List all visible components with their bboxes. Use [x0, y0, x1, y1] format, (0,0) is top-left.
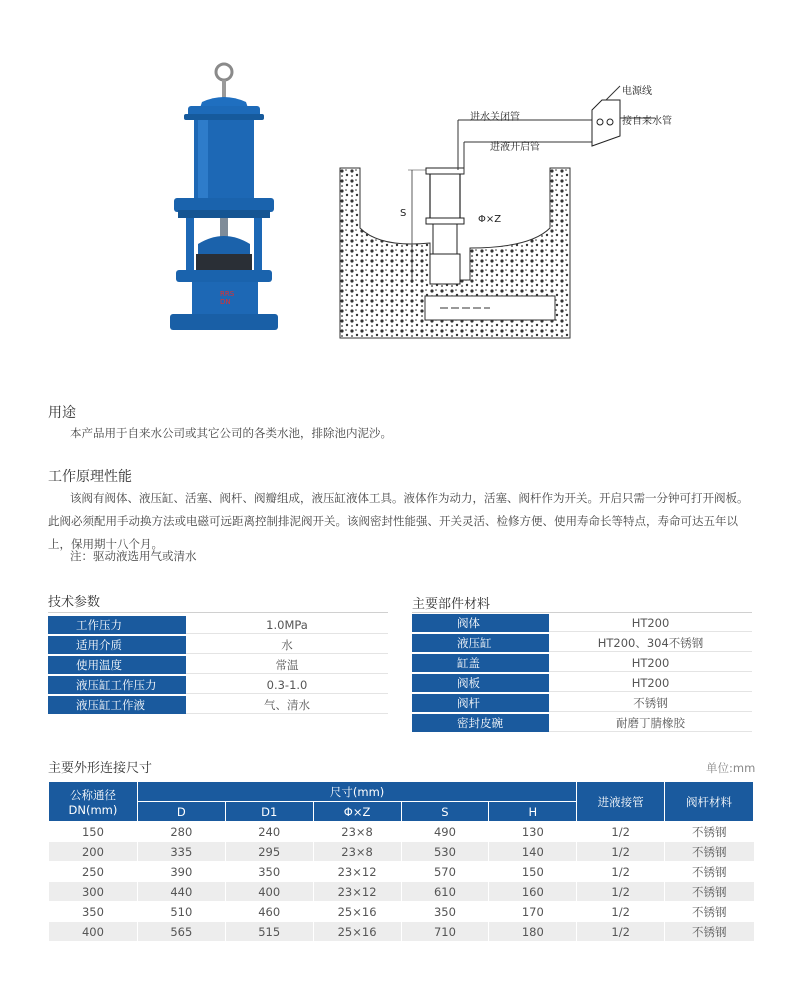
table-cell: 170	[489, 902, 577, 922]
spec-value: HT200	[549, 674, 752, 692]
table-row	[49, 902, 754, 922]
principle-title: 工作原理性能	[48, 469, 132, 485]
spec-key: 适用介质	[48, 636, 186, 654]
table-cell: 23×8	[313, 842, 401, 862]
table-cell: 295	[225, 842, 313, 862]
spec-key: 液压缸工作液	[48, 696, 186, 714]
table-row	[49, 862, 754, 882]
materials-title: 主要部件材料	[412, 597, 491, 612]
divider	[48, 612, 388, 613]
spec-value: HT200	[549, 614, 752, 632]
spec-value: 气、清水	[186, 696, 388, 714]
table-cell: 390	[137, 862, 225, 882]
svg-text:DN: DN	[220, 298, 231, 306]
table-cell: 710	[401, 922, 489, 942]
header-inlet: 进液接管	[577, 782, 665, 822]
table-cell: 300	[49, 882, 138, 902]
spec-value: 不锈钢	[549, 694, 752, 712]
spec-row	[412, 714, 752, 732]
table-cell: 400	[49, 922, 138, 942]
table-row	[49, 922, 754, 942]
label-s: S	[400, 208, 407, 219]
spec-row	[48, 656, 388, 674]
svg-text:RRS: RRS	[220, 290, 235, 298]
spec-value: 1.0MPa	[186, 616, 388, 634]
spec-key: 液压缸	[412, 634, 549, 652]
table-cell: 460	[225, 902, 313, 922]
spec-row	[412, 654, 752, 672]
table-cell: 565	[137, 922, 225, 942]
spec-key: 缸盖	[412, 654, 549, 672]
table-cell: 130	[489, 822, 577, 842]
tech-params-table	[48, 614, 388, 716]
dims-title: 主要外形连接尺寸	[48, 761, 153, 776]
table-cell: 530	[401, 842, 489, 862]
spec-key: 工作压力	[48, 616, 186, 634]
table-cell: 510	[137, 902, 225, 922]
table-cell: 400	[225, 882, 313, 902]
table-cell: 150	[49, 822, 138, 842]
spec-row	[412, 614, 752, 632]
spec-key: 液压缸工作压力	[48, 676, 186, 694]
valve-product-image	[168, 58, 304, 340]
table-cell: 200	[49, 842, 138, 862]
table-cell: 1/2	[577, 882, 665, 902]
table-cell: 23×8	[313, 822, 401, 842]
unit-label: 单位:mm	[706, 761, 756, 775]
spec-key: 阀体	[412, 614, 549, 632]
table-cell: 不锈钢	[665, 902, 754, 922]
table-cell: 440	[137, 882, 225, 902]
table-cell: 515	[225, 922, 313, 942]
spec-row	[48, 676, 388, 694]
subheader-col: S	[401, 802, 489, 822]
label-tap-water: 接自来水管	[622, 116, 672, 127]
table-cell: 350	[225, 862, 313, 882]
usage-text: 本产品用于自来水公司或其它公司的各类水池，排除池内泥沙。	[70, 426, 392, 440]
subheader-col: Φ×Z	[313, 802, 401, 822]
table-cell: 280	[137, 822, 225, 842]
subheader-col: D1	[225, 802, 313, 822]
table-cell: 335	[137, 842, 225, 862]
label-close-pipe: 进水关闭管	[470, 112, 520, 123]
table-cell: 140	[489, 842, 577, 862]
spec-row	[48, 696, 388, 714]
spec-row	[48, 616, 388, 634]
dims-table	[48, 781, 754, 942]
table-cell: 1/2	[577, 922, 665, 942]
spec-row	[412, 674, 752, 692]
principle-note: 注：驱动液选用气或清水	[70, 549, 197, 563]
spec-row	[412, 694, 752, 712]
label-power-line: 电源线	[622, 86, 652, 97]
table-cell: 23×12	[313, 862, 401, 882]
spec-key: 阀板	[412, 674, 549, 692]
installation-diagram	[330, 58, 690, 358]
table-cell: 570	[401, 862, 489, 882]
table-cell: 250	[49, 862, 138, 882]
header-dn: 公称通径DN(mm)	[49, 782, 138, 822]
materials-table	[412, 612, 752, 734]
label-open-pipe: 进液开启管	[490, 142, 540, 153]
label-phi-z: Φ×Z	[478, 214, 502, 225]
spec-value: HT200	[549, 654, 752, 672]
spec-key: 使用温度	[48, 656, 186, 674]
spec-key: 密封皮碗	[412, 714, 549, 732]
spec-value: 耐磨丁腈橡胶	[549, 714, 752, 732]
spec-value: 水	[186, 636, 388, 654]
principle-text: 该阀有阀体、液压缸、活塞、阀杆、阀瓣组成，液压缸液体工具。液体作为动力，活塞、阀杆作为开关。开启只需一分钟可打开阀板。此阀必须配用手动换方法或电磁可远距离控制排泥阀开关。该阀密封性能强、开关灵活、检修方便、使用寿命长等特点，寿命可达五年以上，保用期十八个月。	[48, 491, 749, 551]
header-stem-material: 阀杆材料	[665, 782, 754, 822]
table-cell: 240	[225, 822, 313, 842]
table-cell: 350	[401, 902, 489, 922]
table-cell: 不锈钢	[665, 822, 754, 842]
usage-title: 用途	[48, 405, 76, 421]
spec-row	[412, 634, 752, 652]
table-cell: 1/2	[577, 902, 665, 922]
table-cell: 1/2	[577, 822, 665, 842]
table-cell: 25×16	[313, 902, 401, 922]
table-cell: 23×12	[313, 882, 401, 902]
table-cell: 不锈钢	[665, 882, 754, 902]
table-cell: 1/2	[577, 862, 665, 882]
table-cell: 25×16	[313, 922, 401, 942]
table-cell: 不锈钢	[665, 862, 754, 882]
spec-value: 0.3-1.0	[186, 676, 388, 694]
table-row	[49, 882, 754, 902]
table-cell: 350	[49, 902, 138, 922]
table-cell: 150	[489, 862, 577, 882]
table-cell: 490	[401, 822, 489, 842]
table-cell: 不锈钢	[665, 922, 754, 942]
table-cell: 160	[489, 882, 577, 902]
header-size: 尺寸(mm)	[137, 782, 576, 802]
table-row	[49, 842, 754, 862]
subheader-col: H	[489, 802, 577, 822]
spec-value: 常温	[186, 656, 388, 674]
table-cell: 1/2	[577, 842, 665, 862]
spec-value: HT200、304不锈钢	[549, 634, 752, 652]
spec-row	[48, 636, 388, 654]
subheader-col: D	[137, 802, 225, 822]
spec-key: 阀杆	[412, 694, 549, 712]
table-cell: 不锈钢	[665, 842, 754, 862]
tech-params-title: 技术参数	[48, 595, 101, 610]
table-row	[49, 822, 754, 842]
table-cell: 180	[489, 922, 577, 942]
table-cell: 610	[401, 882, 489, 902]
